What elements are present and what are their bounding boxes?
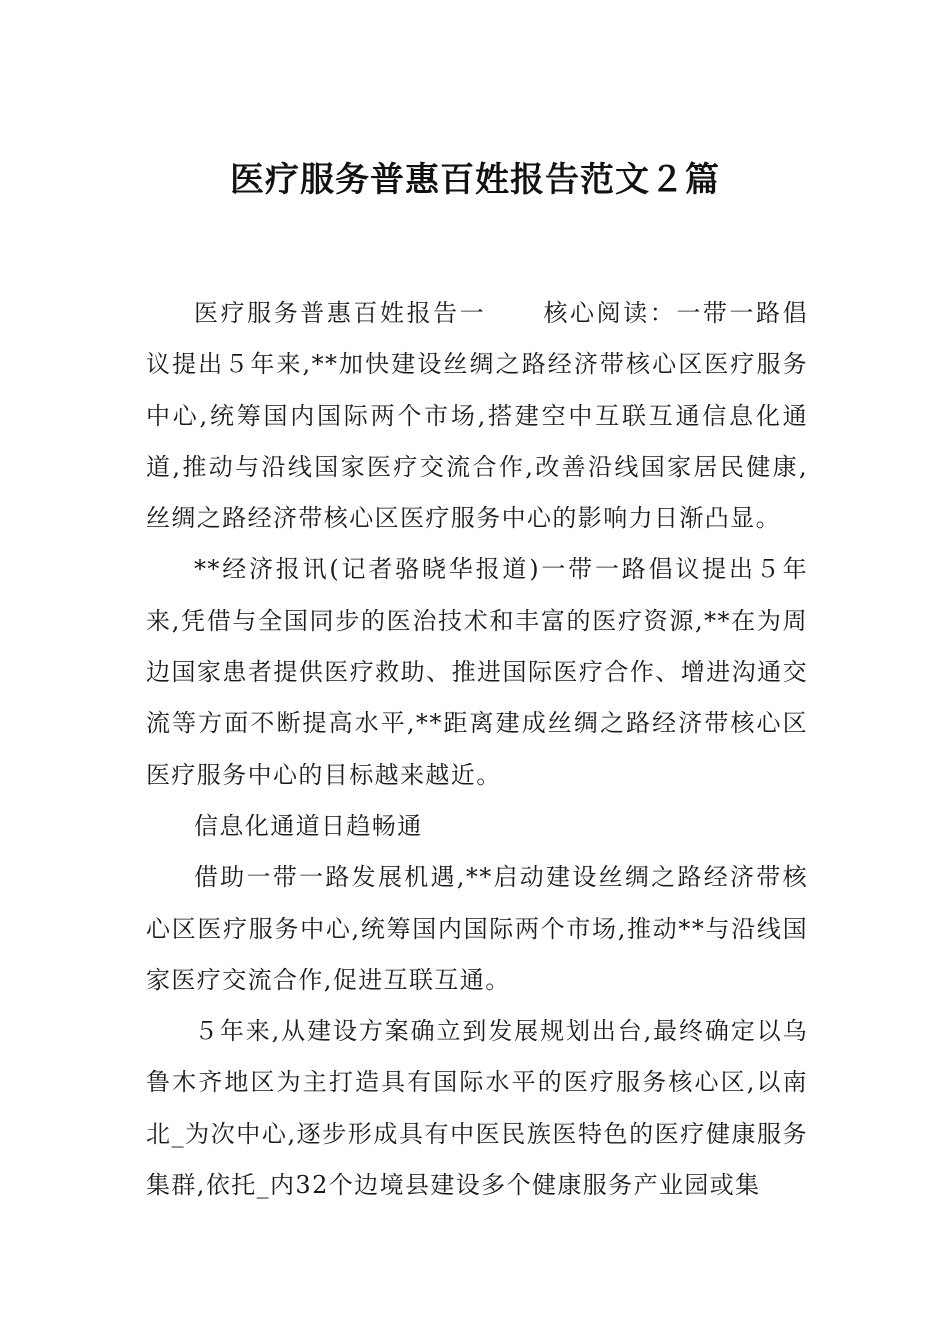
document-title: 医疗服务普惠百姓报告范文２篇 [230,160,720,200]
body-paragraph: **经济报讯(记者骆晓华报道)一带一路倡议提出５年来,凭借与全国同步的医治技术和丰富的医疗资源,**在为周边国家患者提供医疗救助、推进国际医疗合作、增进沟通交流等方面不断提高水平,**距离建成丝绸之路经济带核心区医疗服务中心的目标越来越近。 [146,555,808,789]
section-heading: 医疗服务普惠百姓报告一 [194,299,487,327]
subheading: 信息化通道日趋畅通 [194,811,423,840]
body-paragraph: 借助一带一路发展机遇,**启动建设丝绸之路经济带核心区医疗服务中心,统筹国内国际两个市场,推动**与沿线国家医疗交流合作,促进互联互通。 [146,863,808,994]
body-paragraph: ５年来,从建设方案确立到发展规划出台,最终确定以乌鲁木齐地区为主打造具有国际水平的医疗服务核心区,以南北_为次中心,逐步形成具有中医民族医特色的医疗健康服务集群,依托_内32个边境县建设多个健康服务产业园或集 [146,1017,808,1200]
intro-paragraph [146,288,808,544]
document-body [146,288,808,1211]
intro-text: 核心阅读：一带一路倡议提出５年来,**加快建设丝绸之路经济带核心区医疗服务中心,统筹国内国际两个市场,搭建空中互联互通信息化通道,推动与沿线国家医疗交流合作,改善沿线国家居民健康,丝绸之路经济带核心区医疗服务中心的影响力日渐凸显。 [146,299,809,533]
